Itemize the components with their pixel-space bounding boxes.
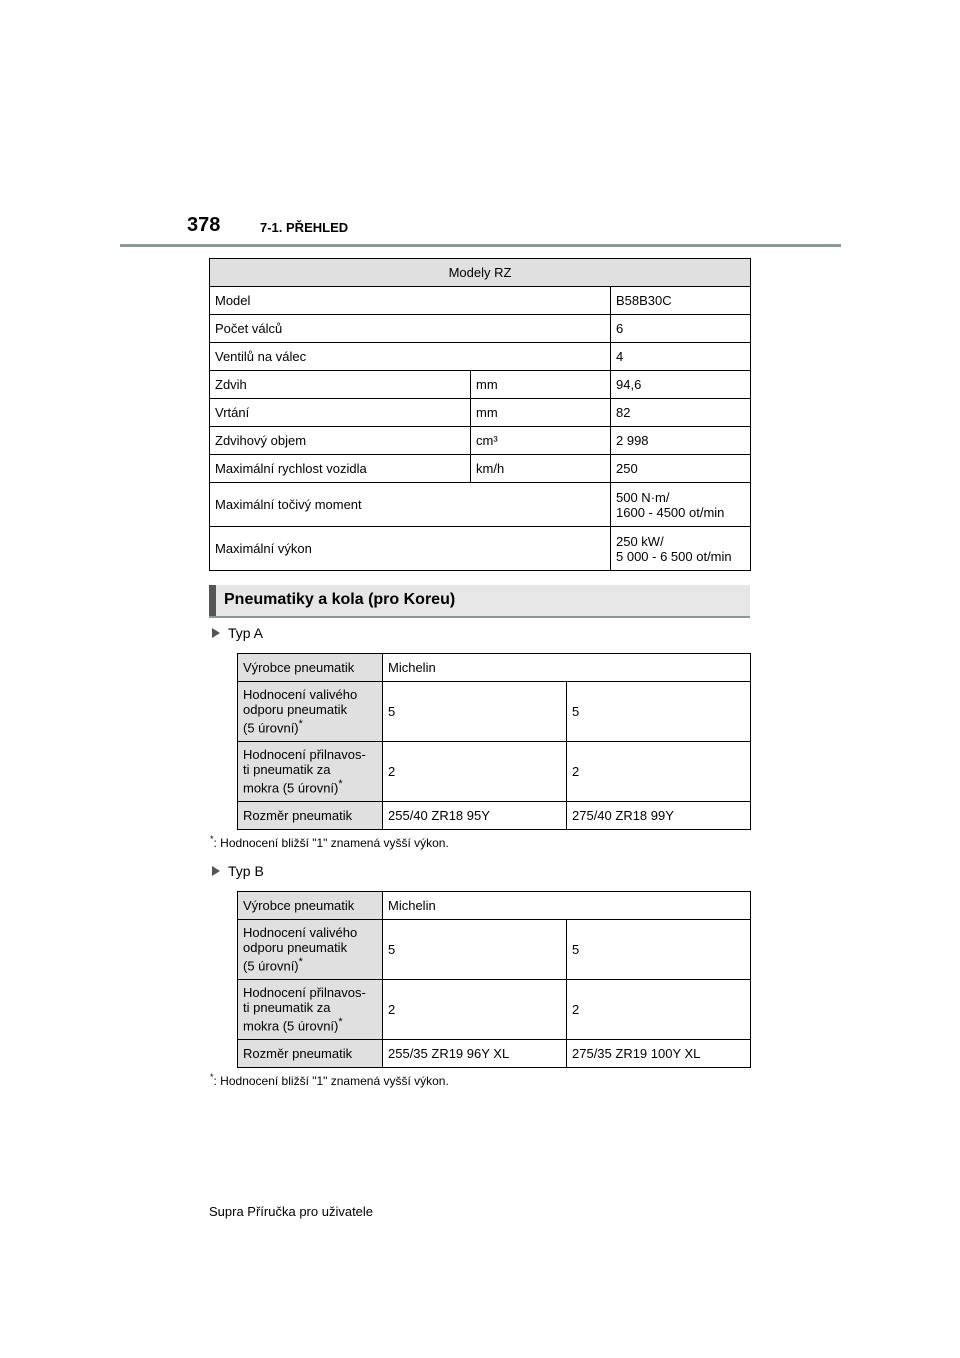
table-row [238,654,751,682]
row-value: 275/35 ZR19 100Y XL [567,1040,751,1068]
row-value: 82 [611,399,751,427]
row-value [611,527,751,571]
row-unit: mm [471,399,611,427]
asterisk-mark: * [338,1016,343,1029]
value-line: 500 N·m/ [616,489,670,505]
asterisk-mark: * [210,834,214,844]
row-unit: km/h [471,455,611,483]
row-label: Výrobce pneumatik [238,892,383,920]
row-label: Výrobce pneumatik [238,654,383,682]
table-row [238,920,751,980]
row-value: 6 [611,315,751,343]
label-line: odporu pneumatik [243,940,348,956]
row-value: Michelin [383,654,751,682]
row-value: Michelin [383,892,751,920]
table-row [210,527,751,571]
table-row [210,455,751,483]
row-value: 250 [611,455,751,483]
row-value: 2 [383,980,567,1040]
row-value: 2 [567,742,751,802]
asterisk-mark: * [210,1072,214,1082]
row-value: 275/40 ZR18 99Y [567,802,751,830]
row-value: 2 [383,742,567,802]
row-value: 2 [567,980,751,1040]
label-line: mokra (5 úrovní) [243,780,339,796]
type-a-tire-table [237,653,751,830]
footnote [210,1072,449,1088]
table-row [238,1040,751,1068]
table-row [210,343,751,371]
table-row [210,315,751,343]
section-title: Pneumatiky a kola (pro Koreu) [224,591,456,608]
row-label [238,682,383,742]
section-heading [209,585,750,618]
row-unit: cm³ [471,427,611,455]
label-line: Hodnocení přilnavos- [243,985,366,1001]
row-value: 255/35 ZR19 96Y XL [383,1040,567,1068]
type-b-tire-table [237,891,751,1068]
asterisk-mark: * [298,956,303,969]
row-label: Zdvih [210,371,471,399]
rz-table-title: Modely RZ [210,259,751,287]
row-label: Maximální točivý moment [210,483,611,527]
triangle-bullet-icon [212,866,220,876]
label-line: ti pneumatik za [243,762,331,778]
asterisk-mark: * [298,718,303,731]
label-line: Hodnocení valivého [243,687,358,703]
chapter-title: 7-1. PŘEHLED [260,220,349,235]
row-unit: mm [471,371,611,399]
row-value: 2 998 [611,427,751,455]
row-value: 255/40 ZR18 95Y [383,802,567,830]
row-label: Model [210,287,611,315]
label-line: Hodnocení přilnavos- [243,747,366,763]
row-label [238,920,383,980]
row-value: 94,6 [611,371,751,399]
row-label: Vrtání [210,399,471,427]
row-label: Rozměr pneumatik [238,802,383,830]
section-bar [209,585,216,616]
row-value: B58B30C [611,287,751,315]
row-label: Maximální rychlost vozidla [210,455,471,483]
label-line: (5 úrovní) [243,720,299,736]
table-row [210,483,751,527]
label-line: odporu pneumatik [243,702,348,718]
footnote-text: : Hodnocení bližší "1" znamená vyšší výkon. [213,836,449,850]
type-a-label: Typ A [228,625,264,641]
label-line: (5 úrovní) [243,958,299,974]
row-value: 5 [567,682,751,742]
page-footer: Supra Příručka pro uživatele [209,1204,374,1219]
row-label: Počet válců [210,315,611,343]
footnote [210,834,449,850]
row-value: 4 [611,343,751,371]
table-row [210,287,751,315]
row-label: Zdvihový objem [210,427,471,455]
table-row [210,371,751,399]
row-value: 5 [383,920,567,980]
label-line: Hodnocení valivého [243,925,358,941]
header-rule [120,244,841,247]
footnote-text: : Hodnocení bližší "1" znamená vyšší výkon. [213,1074,449,1088]
page-number: 378 [187,214,221,236]
row-label: Rozměr pneumatik [238,1040,383,1068]
asterisk-mark: * [338,778,343,791]
row-label: Ventilů na válec [210,343,611,371]
row-label [238,980,383,1040]
rz-spec-table [209,258,751,571]
table-row [238,682,751,742]
table-row [238,802,751,830]
value-line: 5 000 - 6 500 ot/min [616,548,732,564]
row-value: 5 [383,682,567,742]
table-row [238,892,751,920]
table-row [210,399,751,427]
value-line: 250 kW/ [616,533,664,549]
label-line: ti pneumatik za [243,1000,331,1016]
triangle-bullet-icon [212,628,220,638]
label-line: mokra (5 úrovní) [243,1018,339,1034]
type-b-label: Typ B [228,863,264,879]
value-line: 1600 - 4500 ot/min [616,504,725,520]
row-label [238,742,383,802]
table-row [210,427,751,455]
table-row [238,980,751,1040]
table-row [238,742,751,802]
row-label: Maximální výkon [210,527,611,571]
row-value [611,483,751,527]
row-value: 5 [567,920,751,980]
